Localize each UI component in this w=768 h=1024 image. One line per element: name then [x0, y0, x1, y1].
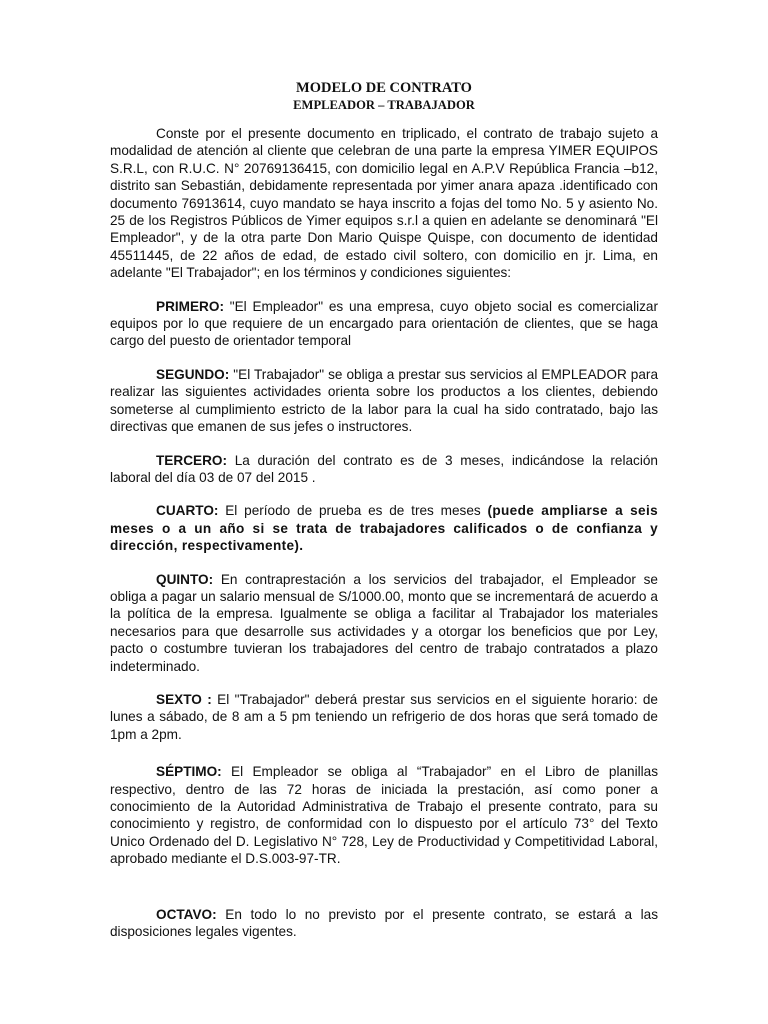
clause-text: La duración del contrato es de 3 meses, indicándose la relación laboral del día 03 de 07 del 2015 . — [110, 452, 658, 485]
clause-text: "El Empleador" es una empresa, cuyo objeto social es comercializar equipos por lo que requiere de un encargado para orientación de clientes, que se haga cargo del puesto de orientador temporal — [110, 298, 658, 349]
clause-text: El Empleador se obliga al “Trabajador” en el Libro de planillas respectivo, dentro de las 72 horas de iniciada la prestación, así como poner a conocimiento de la Autoridad Administrativa de Trabajo el presente contrato, para su conocimiento y registro, de conformidad con lo dispuesto por el artículo 73° del Texto Unico Ordenado del D. Legislativo N° 728, Ley de Productividad y Competitividad Laboral, aprobado mediante el D.S.003-97-TR. — [110, 764, 658, 867]
clause-quinto — [110, 571, 658, 675]
clause-segundo — [110, 366, 658, 436]
clause-septimo — [110, 763, 658, 867]
clause-heading: OCTAVO: — [156, 906, 217, 922]
clause-text: El "Trabajador" deberá prestar sus servicios en el siguiente horario: de lunes a sábado, de 8 am a 5 pm teniendo un refrigerio de dos horas que será tomado de 1pm a 2pm. — [110, 691, 658, 742]
clause-heading: TERCERO: — [156, 452, 227, 468]
clause-tercero — [110, 452, 658, 487]
clause-heading: SEGUNDO: — [156, 366, 230, 382]
intro-paragraph: Conste por el presente documento en triplicado, el contrato de trabajo sujeto a modalidad de atención al cliente que celebran de una parte la empresa YIMER EQUIPOS S.R.L, con R.U.C. N° 20769136415, con domicilio legal en A.P.V República Francia –b12, distrito san Sebastián, debidamente representada por yimer anara apaza .identificado con documento 76913614, cuyo mandato se haya inscrito a fojas del tomo No. 5 y asiento No. 25 de los Registros Públicos de Yimer equipos s.r.l a quien en adelante se denominará "El Empleador", y de la otra parte Don Mario Quispe Quispe, con documento de identidad 45511445, de 22 años de edad, de estado civil soltero, con domicilio en jr. Lima, en adelante "El Trabajador"; en los términos y condiciones siguientes: — [110, 126, 658, 281]
clause-cuarto — [110, 502, 658, 554]
clause-text: "El Trabajador" se obliga a prestar sus servicios al EMPLEADOR para realizar las siguientes actividades orienta sobre los productos a los clientes, debiendo someterse al cumplimiento estricto de la labor para la cual ha sido contratado, bajo las directivas que emanen de sus jefes o instructores. — [110, 366, 658, 435]
clause-heading: SEXTO : — [156, 691, 212, 707]
clause-text: El período de prueba es de tres meses — [218, 503, 488, 519]
clause-heading: QUINTO: — [156, 571, 214, 587]
clause-heading: CUARTO: — [156, 503, 219, 519]
clause-text: En contraprestación a los servicios del trabajador, el Empleador se obliga a pagar un salario mensual de S/1000.00, monto que se incrementará de acuerdo a la política de la empresa. Igualmente se obliga a facilitar al Trabajador los materiales necesarios para que desarrolle sus actividades y a otorgar los beneficios que por Ley, pacto o costumbre tuvieran los trabajadores del centro de trabajo contratados a plazo indeterminado. — [110, 571, 658, 674]
clause-heading: PRIMERO: — [156, 298, 224, 314]
clause-text: En todo lo no previsto por el presente contrato, se estará a las disposiciones legales vigentes. — [110, 906, 658, 940]
document-subtitle: EMPLEADOR – TRABAJADOR — [293, 98, 475, 112]
clause-bold-text: (puede ampliarse a seis meses o a un año si se trata de trabajadores calificados o de confianza y dirección, respectivamente). — [110, 503, 658, 554]
contract-document — [110, 80, 658, 956]
clause-heading: SÉPTIMO: — [156, 764, 222, 780]
document-title: MODELO DE CONTRATO — [296, 80, 472, 96]
clause-sexto — [110, 691, 658, 743]
clause-primero — [110, 298, 658, 350]
clause-octavo — [110, 906, 658, 941]
